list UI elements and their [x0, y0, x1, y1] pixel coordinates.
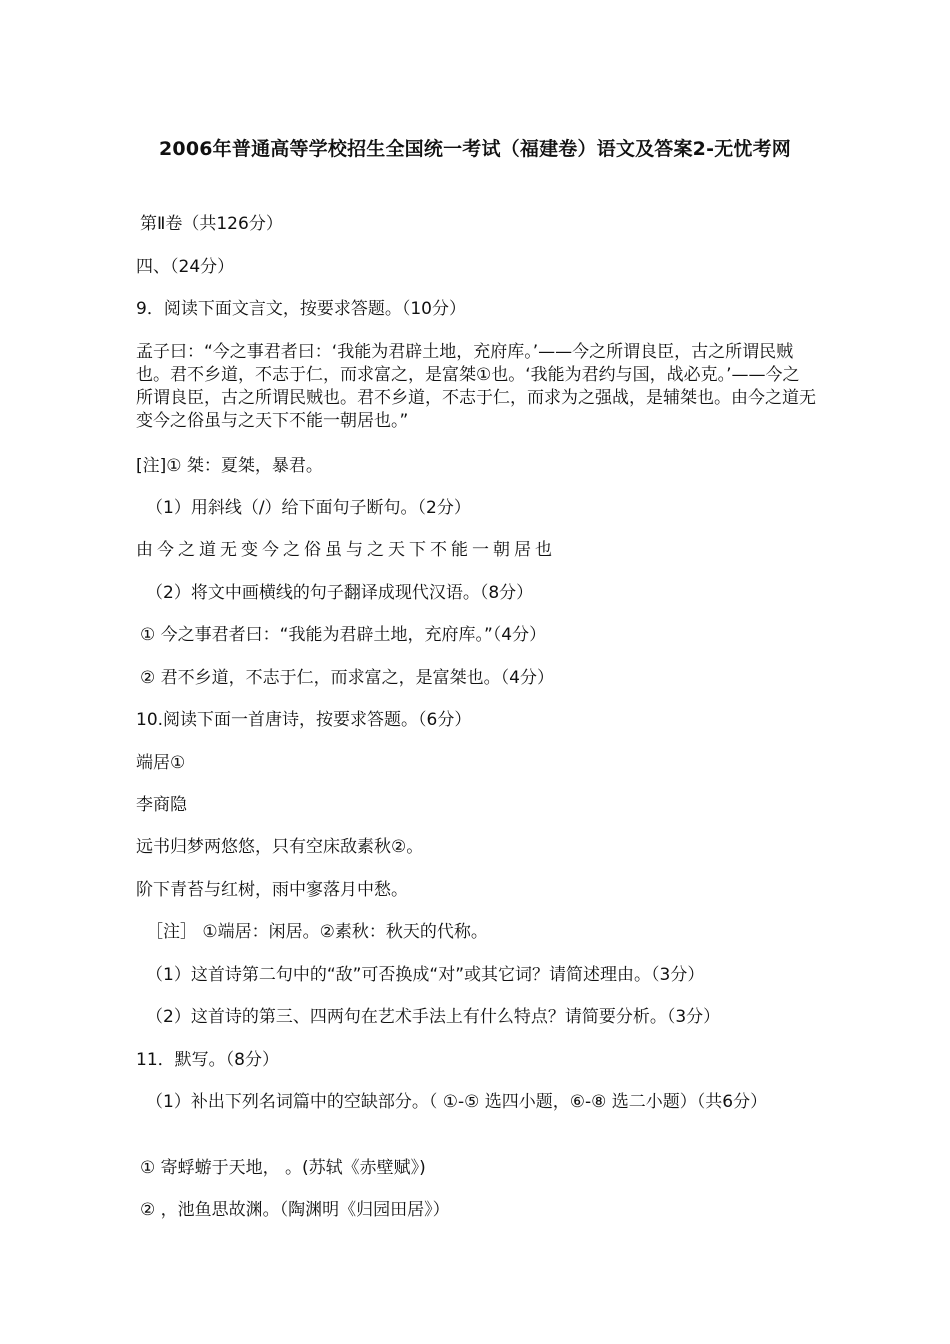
q11-prompt: 11．默写。（8分）: [136, 1050, 279, 1070]
q9-item1: ① 今之事君者曰：“我能为君辟土地，充府库。”（4分）: [140, 625, 547, 645]
q9-passage: 孟子曰：“今之事君者曰：‘我能为君辟土地，充府库。’——今之所谓良臣，古之所谓民贼也。君不乡道，不志于仁，而求富之，是富桀①也。‘我能为君约与国，战必克。’——今之所谓良臣，古之所谓民贼也。君不乡道，不志于仁，而求为之强战，是辅桀也。由今之道无变今之俗虽与之天下不能一朝居也。”: [136, 342, 816, 431]
q9-note: [注]① 桀：夏桀，暴君。: [136, 456, 323, 476]
q10-sub1: （1）这首诗第二句中的“敌”可否换成“对”或其它词？请简述理由。（3分）: [146, 965, 705, 985]
q10-line1: 远书归梦两悠悠，只有空床敌素秋②。: [136, 837, 424, 857]
q9-sub1: （1）用斜线（/）给下面句子断句。（2分）: [146, 498, 471, 518]
document-title: 2006年普通高等学校招生全国统一考试（福建卷）语文及答案2-无忧考网: [159, 138, 791, 160]
q11-sub1: （1）补出下列名词篇中的空缺部分。（ ①-⑤ 选四小题，⑥-⑧ 选二小题）（共6分）: [146, 1092, 768, 1112]
q10-poem-title: 端居①: [136, 753, 186, 773]
section-heading: 第Ⅱ卷（共126分）: [140, 214, 283, 234]
q9-item2: ② 君不乡道，不志于仁，而求富之，是富桀也。（4分）: [140, 668, 554, 688]
q9-sentence: 由今之道无变今之俗虽与之天下不能一朝居也: [136, 540, 556, 560]
q9-prompt: 9．阅读下面文言文，按要求答题。（10分）: [136, 299, 466, 319]
q10-prompt: 10.阅读下面一首唐诗，按要求答题。（6分）: [136, 710, 472, 730]
q11-item1: ① 寄蜉蝣于天地， 。(苏轼《赤壁赋》): [140, 1158, 426, 1178]
q11-item2: ② ，池鱼思故渊。（陶渊明《归园田居》）: [140, 1200, 450, 1220]
q10-line2: 阶下青苔与红树，雨中寥落月中愁。: [136, 880, 408, 900]
q9-sub2: （2）将文中画横线的句子翻译成现代汉语。（8分）: [146, 583, 534, 603]
q10-sub2: （2）这首诗的第三、四两句在艺术手法上有什么特点？请简要分析。（3分）: [146, 1007, 721, 1027]
q10-note: ［注］ ①端居：闲居。②素秋：秋天的代称。: [146, 922, 488, 942]
part-heading: 四、（24分）: [136, 257, 235, 277]
q10-poet: 李商隐: [136, 795, 187, 815]
